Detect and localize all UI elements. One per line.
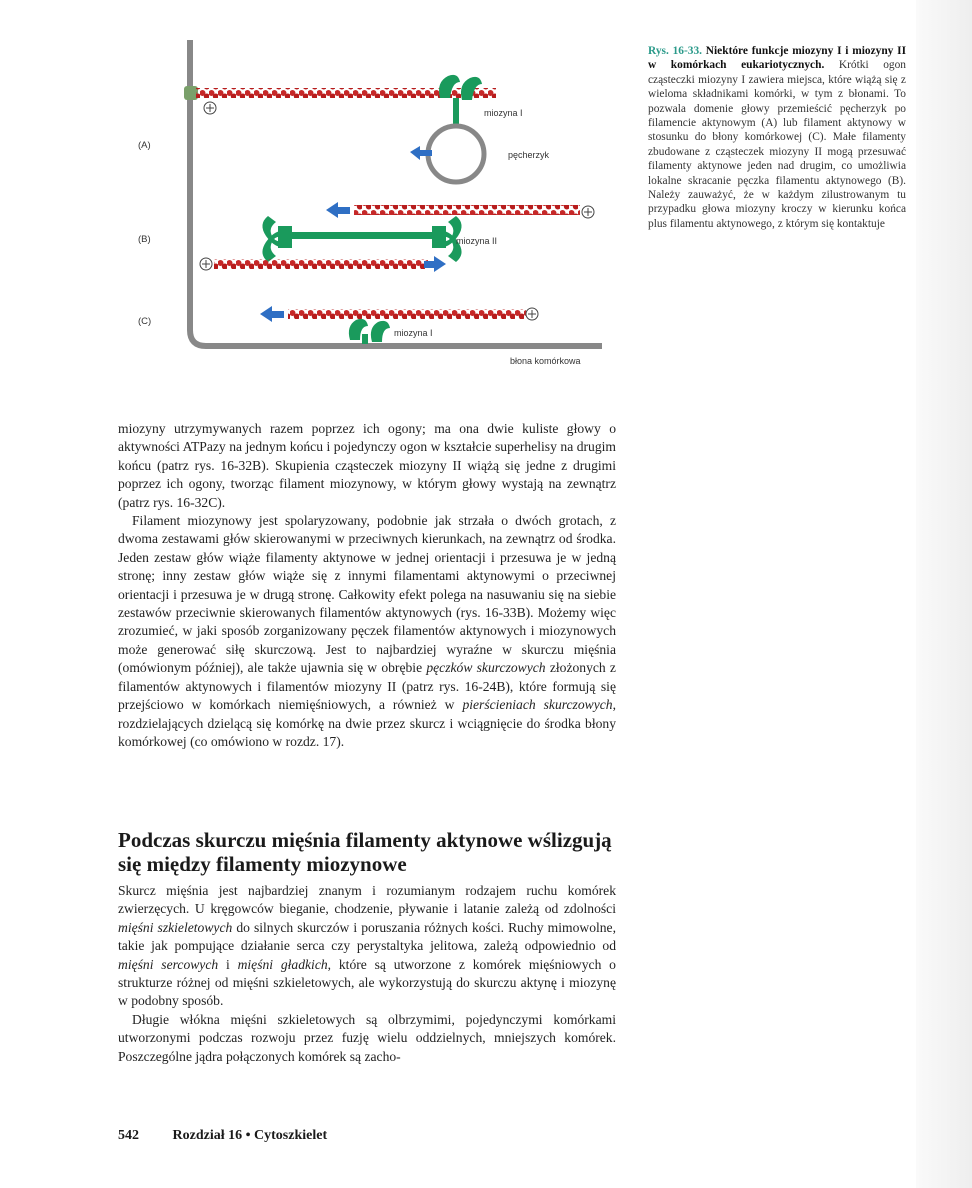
figure-16-33 xyxy=(110,30,630,375)
emphasis-skeletal-muscle: mięśni szkieletowych xyxy=(118,919,233,935)
label-b: (B) xyxy=(138,234,151,245)
label-vesicle: pęcherzyk xyxy=(508,150,550,160)
paragraph-4: Długie włókna mięśni szkieletowych są olbrzymimi, pojedynczymi komórkami utworzonymi podczas rozwoju przez fuzję wielu oddzielnych, mniejszych komórek. Poszczególne jądra połączonych komórek są zacho- xyxy=(118,1011,616,1064)
paragraph-1: miozyny utrzymywanych razem poprzez ich ogony; ma ona dwie kuliste głowy o aktywności ATPazy na jednym końcu i pojedynczy ogon w kształcie superhelisy na drugim końcu (patrz rys. 16-32B). Skupienia cząsteczek miozyny II wiążą się jedne z drugimi poprzez ich ogony, tworząc filament miozynowy, w którym głowy wystają na zewnątrz (patrz rys. 16-32C). xyxy=(118,421,616,510)
figure-caption xyxy=(648,44,906,231)
actin-filament-b-top xyxy=(354,205,580,215)
section-heading: Podczas skurczu mięśnia filamenty aktynowe wślizgują się między filamenty miozynowe xyxy=(118,828,612,876)
label-myosin2: miozyna II xyxy=(456,236,498,246)
vesicle xyxy=(428,126,484,182)
page-number: 542 xyxy=(118,1128,139,1143)
label-myosin1-bottom: miozyna I xyxy=(394,328,433,338)
page-edge-shadow xyxy=(916,0,972,1188)
membrane-anchor xyxy=(184,86,198,100)
arrow-b-top xyxy=(326,202,350,218)
plus-sign-b-bottom xyxy=(200,258,212,270)
actin-filament-c xyxy=(288,309,526,319)
page-footer xyxy=(118,1128,618,1144)
chapter-title: Cytoszkielet xyxy=(254,1128,328,1143)
paragraph-3: Skurcz mięśnia jest najbardziej znanym i rozumianym rodzajem ruchu komórek zwierzęcych. U kręgowców bieganie, chodzenie, pływanie i latanie zależą od zdolności mięśni szkieletowych do silnych skurczów i poruszania różnych kości. Ruchy mimowolne, takie jak pompujące działanie serca czy perystaltyka jelitowa, zależą odpowiednio od mięśni sercowych i mięśni gładkich, które są utworzone z komórek mięśniowych o strukturze różnej od mięśni szkieletowych, ale wykorzystują do skurczu aktynę i miozynę w podobny sposób. xyxy=(118,883,616,1009)
body-text-bottom xyxy=(118,882,616,1066)
myosin-1-head-c xyxy=(349,319,390,344)
plus-sign-a xyxy=(204,102,216,114)
caption-title: Niektóre funkcje miozyny I i miozyny II w komórkach eukariotycznych. xyxy=(648,45,906,72)
myosin-1-head-a xyxy=(439,75,482,132)
label-myosin1-top: miozyna I xyxy=(484,108,523,118)
label-c: (C) xyxy=(138,316,152,327)
footer-separator: • xyxy=(245,1128,251,1143)
body-text-top xyxy=(118,420,616,751)
cell-membrane xyxy=(190,40,602,346)
emphasis-cardiac-muscle: mięśni sercowych xyxy=(118,956,219,972)
label-a: (A) xyxy=(138,140,151,151)
figure-diagram xyxy=(110,30,630,375)
emphasis-contractile-rings: pierścieniach skurczowych xyxy=(462,697,613,713)
emphasis-contractile-bundles: pęczków skurczowych xyxy=(426,660,546,676)
arrow-c xyxy=(260,306,284,322)
caption-number: Rys. 16-33. xyxy=(648,45,702,57)
myosin-2-filament xyxy=(262,216,461,262)
caption-text: Krótki ogon cząsteczki miozyny I zawiera miejsca, które wiążą się z wieloma składnikami komórki, w tym z błonami. To pozwala domenie głowy przemieścić pęcherzyk po filamencie aktynowym (A) lub filament aktynowy w stosunku do błony komórkowej (C). Małe filamenty zbudowane z cząsteczek miozyny II mogą przesuwać filamenty aktynowe jeden nad drugim, co umożliwia lokalne skracanie pęczka filamentu aktynowego (B). Należy zauważyć, że w każdym zilustrowanym tu przypadku głowa miozyny kroczy w kierunku końca plus filamentu aktynowego, z którym się kontaktuje xyxy=(648,59,906,230)
plus-sign-c xyxy=(526,308,538,320)
chapter-label: Rozdział 16 xyxy=(172,1128,243,1143)
plus-sign-b-top xyxy=(582,206,594,218)
emphasis-smooth-muscle: mięśni gładkich xyxy=(237,956,328,972)
paragraph-2: Filament miozynowy jest spolaryzowany, podobnie jak strzała o dwóch grotach, z dwoma zestawami głów skierowanymi w przeciwnych kierunkach, na zewnątrz od środka. Jeden zestaw głów wiąże filamenty aktynowe w jednej orientacji i przesuwa je w jedną stronę; inny zestaw głów wiąże się z innymi filamentami aktynowymi o przeciwnej orientacji i przesuwa je w drugą stronę. Całkowity efekt polega na nasuwaniu się na siebie zestawów przeciwnie skierowanych filamentów aktynowych (rys. 16-33B). Możemy więc zrozumieć, w jaki sposób zorganizowany pęczek filamentów aktynowych i miozynowych może generować siłę skurczową. Jest to najbardziej wyraźne w skurczu mięśnia (omówionym później), ale także ujawnia się w obrębie pęczków skurczowych złożonych z filamentów aktynowych i filamentów miozyny II (patrz rys. 16-24B), które formują się przejściowo w komórkach niemięśniowych, a również w pierścieniach skurczowych, rozdzielających dzielącą się komórkę na dwie przez skurcz i wciągnięcie do środka błony komórkowej (co omówiono w rozdz. 17). xyxy=(118,513,616,749)
arrow-b-bottom xyxy=(424,256,446,272)
actin-filament-b-bottom xyxy=(214,259,428,269)
label-membrane: błona komórkowa xyxy=(510,356,581,366)
